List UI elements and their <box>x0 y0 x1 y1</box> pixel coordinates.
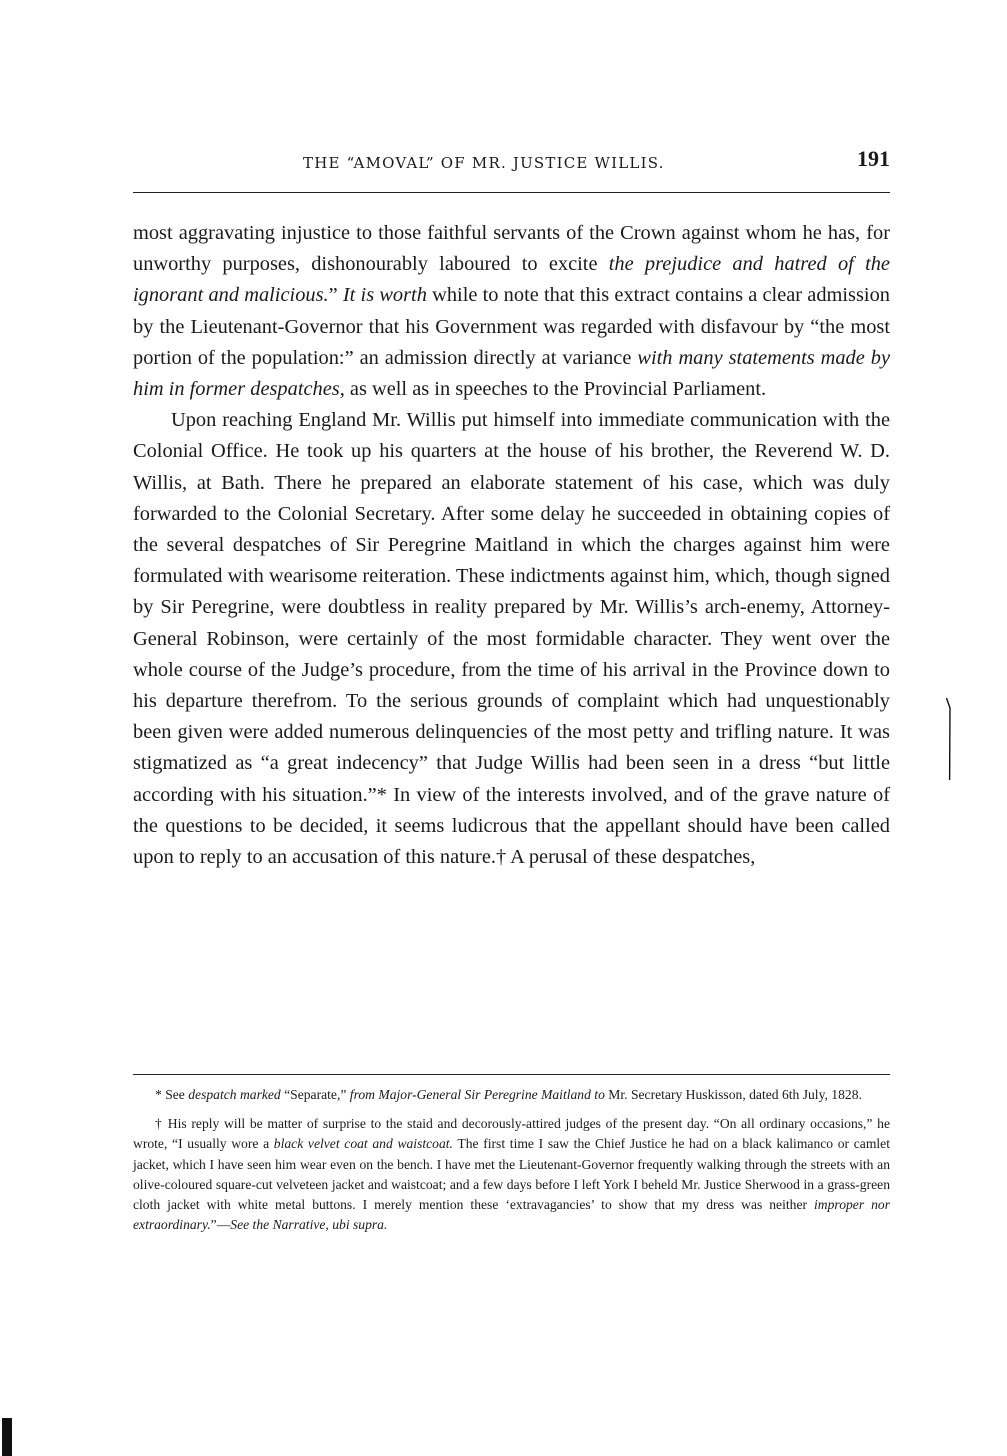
page-number: 191 <box>857 146 890 171</box>
p1-text-d: as well as in speeches to the Provincial Parliament. <box>344 378 767 401</box>
fn2-italic-2: improper nor extraordinary. <box>133 1197 890 1233</box>
fn1-text-c: Mr. Secretary Huskisson, dated 6th July, 1828. <box>604 1087 862 1102</box>
fn1-text-a: * See <box>155 1087 189 1102</box>
footnote-1 <box>133 1085 890 1105</box>
fn2-italic-1: black velvet coat and waistcoat. <box>273 1136 453 1152</box>
scan-edge-mark <box>2 1418 12 1456</box>
p1-text-a: most aggravating injustice to those faithful servants of the Crown against whom he has, for unworthy purposes, dishonourably laboured to excite <box>133 222 890 276</box>
footnote-rule <box>133 1074 890 1075</box>
fn1-italic-2: from Major-General Sir Peregrine Maitland to <box>349 1087 605 1102</box>
fn1-italic-1: despatch marked <box>188 1087 281 1102</box>
running-title: THE “AMOVAL” OF MR. JUSTICE WILLIS. <box>303 154 665 172</box>
p1-italic-1: the prejudice and hatred of the ignorant and malicious. <box>133 253 890 307</box>
p1-text-b: ” <box>328 284 343 307</box>
header-rule <box>133 192 890 193</box>
footnotes <box>133 1085 890 1244</box>
p1-italic-2: It is worth <box>342 284 427 307</box>
main-text <box>133 218 890 873</box>
marginal-pen-mark <box>946 698 951 780</box>
p1-text-c: while to note that this extract contains a clear admission by the Lieutenant-Governor that his Government was regarded with disfavour by “the most portion of the population:” an admission directly at variance <box>133 284 890 369</box>
paragraph-2: Upon reaching England Mr. Willis put himself into immediate communication with the Colonial Office. He took up his quarters at the house of his brother, the Reverend W. D. Willis, at Bath. There he prepared an elaborate statement of his case, which was duly forwarded to the Colonial Secretary. After some delay he succeeded in obtaining copies of the several despatches of Sir Peregrine Maitland in which the charges against him were formulated with wearisome reiteration. These indictments against him, which, though signed by Sir Peregrine, were doubtless in reality prepared by Mr. Willis’s arch-enemy, Attorney-General Robinson, were certainly of the most formidable character. They went over the whole course of the Judge’s procedure, from the time of his arrival in the Province down to his departure therefrom. To the serious grounds of complaint which had unquestionably been given were added numerous delinquencies of the most petty and trifling nature. It was stigmatized as “a great indecency” that Judge Willis had been seen in a dress “but little according with his situation.”* In view of the interests involved, and of the grave nature of the questions to be decided, it seems ludicrous that the appellant should have been called upon to reply to an accusation of this nature.† A perusal of these despatches, <box>133 409 890 869</box>
fn1-text-b: “Separate,” <box>280 1087 350 1102</box>
footnote-2 <box>133 1114 890 1235</box>
p1-italic-3: with many statements made by him in former despatches, <box>133 346 891 401</box>
fn2-text-c: ”— <box>210 1217 231 1233</box>
paragraph-1 <box>133 218 890 405</box>
page-header <box>133 146 890 180</box>
fn2-italic-3: See the Narrative, ubi supra. <box>230 1217 388 1233</box>
fn2-text-a: † His reply will be matter of surprise to the staid and decorously-attired judges of the present day. “On all ordinary occasions,” he wrote, “I usually wore a <box>133 1116 890 1152</box>
fn2-text-b: The first time I saw the Chief Justice he had on a black kalimanco or camlet jacket, which I have seen him wear even on the bench. I have met the Lieutenant-Governor frequently walking through the streets with an olive-coloured square-cut velveteen jacket and waistcoat; and a few days before I left York I beheld Mr. Justice Sherwood in a grass-green cloth jacket with white metal buttons. I merely mention these ‘extravagancies’ to show that my dress was neither <box>133 1136 890 1213</box>
